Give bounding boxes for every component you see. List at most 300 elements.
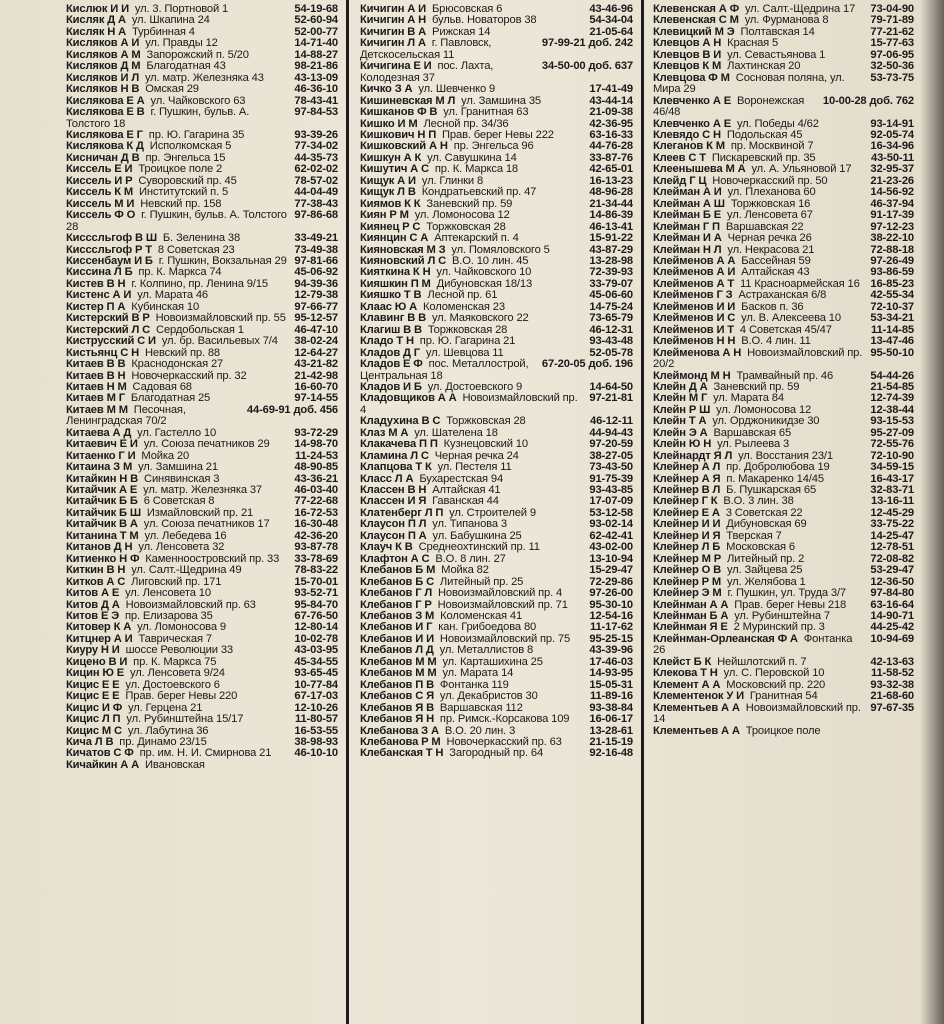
entry-address: ул. А. Ульяновой 17 xyxy=(751,163,852,176)
entry-name: Клейд Г Ц xyxy=(653,174,707,187)
entry-address: ул. Декабристов 30 xyxy=(439,690,538,703)
entry-phone: 38-22-10 xyxy=(870,232,914,245)
entry-address: ул. Восстания 23/1 xyxy=(738,449,833,462)
entry-phone: 73-49-38 xyxy=(294,243,338,256)
entry-address: Троицкое поле xyxy=(745,724,821,737)
entry-name: Китиенко Н Ф xyxy=(66,552,140,565)
entry-name: Кичайкин А А xyxy=(66,758,140,771)
entry-name: Клафтон А С xyxy=(360,552,430,565)
entry-name: Киссенбаум И Б xyxy=(66,254,153,267)
entry-phone: 95-50-10 xyxy=(870,346,914,359)
entry-name: Кицин Ю Е xyxy=(66,667,125,680)
entry-name: Клейнер М Р xyxy=(653,552,722,565)
entry-phone: 14-98-70 xyxy=(294,438,338,451)
entry-name: Кияткина К Н xyxy=(360,266,431,279)
entry-phone: 45-06-92 xyxy=(294,266,338,279)
entry-address: В.О. 3 лин. 38 xyxy=(723,495,794,508)
entry-phone: 67-76-50 xyxy=(294,610,338,623)
entry-phone: 21-42-98 xyxy=(294,369,338,382)
entry-phone: 77-22-68 xyxy=(294,495,338,508)
entry-phone: 73-65-79 xyxy=(589,312,633,325)
entry-address: пр. Добролюбова 19 xyxy=(726,461,830,474)
entry-phone: 44-35-73 xyxy=(294,151,338,164)
entry-phone: 73-43-50 xyxy=(589,461,633,474)
entry-name: Классен В Н xyxy=(360,484,427,497)
entry-phone: 42-55-34 xyxy=(870,289,914,302)
entry-address: пр. К. Маркса 74 xyxy=(138,266,222,279)
entry-name: Кишутич А С xyxy=(360,163,429,176)
entry-phone: 38-02-24 xyxy=(294,335,338,348)
directory-entry xyxy=(360,359,633,382)
entry-name: Кишиневская М Л xyxy=(360,94,456,107)
entry-name: Кладов И Б xyxy=(360,380,422,393)
entry-phone: 44-04-49 xyxy=(294,186,338,199)
entry-name: Кишкун А К xyxy=(360,151,422,164)
entry-phone: 67-17-03 xyxy=(294,690,338,703)
entry-name: Клауч К В xyxy=(360,541,413,554)
entry-address: В.О. 4 лин. 11 xyxy=(741,335,811,348)
entry-name: Клейнардт Я Л xyxy=(653,449,733,462)
entry-address: г. Павловск, Детскосельская 11 xyxy=(360,37,495,61)
entry-name: Клебанов Б С xyxy=(360,575,434,588)
entry-address: ул. С. Перовской 10 xyxy=(723,667,825,680)
entry-name: Клебанская Т Н xyxy=(360,747,444,760)
entry-name: Китаев М М xyxy=(66,403,128,416)
entry-name: Кистер П А xyxy=(66,300,126,313)
entry-address: 4 Советская 45/47 xyxy=(739,323,832,336)
entry-name: Клейнер А Я xyxy=(653,472,721,485)
entry-phone: 72-29-86 xyxy=(589,575,633,588)
entry-address: ул. Рылеева 3 xyxy=(717,438,790,451)
entry-name: Клейнер Г К xyxy=(653,495,718,508)
entry-phone: 16-53-55 xyxy=(294,724,338,737)
entry-address: ул. Некрасова 21 xyxy=(727,243,815,256)
entry-address: Благодатная 25 xyxy=(130,392,211,405)
entry-address: Дибуновская 18/13 xyxy=(436,277,533,290)
entry-phone: 21-05-64 xyxy=(589,25,633,38)
entry-name: Клапцова Т К xyxy=(360,461,432,474)
entry-phone: 53-73-75 xyxy=(870,71,914,84)
entry-name: Клебанов Г Л xyxy=(360,587,433,600)
entry-address: Варшавская 65 xyxy=(713,426,792,439)
entry-name: Клейменов И С xyxy=(653,312,736,325)
entry-phone: 43-39-96 xyxy=(589,644,633,657)
entry-name: Китовер К А xyxy=(66,621,132,634)
entry-phone: 72-39-93 xyxy=(589,266,633,279)
entry-phone: 42-13-63 xyxy=(870,655,914,668)
entry-phone: 16-30-48 xyxy=(294,518,338,531)
entry-address: Басков п. 36 xyxy=(741,300,804,313)
entry-phone: 48-90-85 xyxy=(294,461,338,474)
entry-name: Кистев В Н xyxy=(66,277,126,290)
entry-name: Клебанов И Г xyxy=(360,621,433,634)
entry-phone: 21-09-38 xyxy=(589,106,633,119)
entry-address: ул. Глинки 8 xyxy=(421,174,484,187)
entry-address: пр. Динамо 23/15 xyxy=(119,736,207,748)
entry-name: Китаев Н М xyxy=(66,380,127,393)
entry-address: г. Колпино, пр. Ленина 9/15 xyxy=(131,277,268,290)
entry-phone: 46-37-94 xyxy=(870,197,914,210)
entry-phone: 11-89-16 xyxy=(590,690,633,703)
entry-phone: 52-60-94 xyxy=(294,14,338,27)
entry-name: Кишковский А Н xyxy=(360,140,448,153)
entry-address: 8 Советская 23 xyxy=(157,243,235,256)
entry-address: В.О. 10 лин. 45 xyxy=(451,254,529,267)
entry-address: ул. Орджоникидзе 30 xyxy=(712,415,820,428)
entry-name: Клебанов С Я xyxy=(360,690,434,703)
entry-phone: 14-90-71 xyxy=(870,610,914,623)
entry-name: Киссель И Р xyxy=(66,174,133,187)
directory-entry xyxy=(653,703,914,726)
entry-name: Кичигин В А xyxy=(360,25,427,38)
entry-phone: 48-96-28 xyxy=(589,186,633,199)
directory-entry xyxy=(360,748,633,759)
entry-phone: 44-69-91 доб. 456 xyxy=(246,403,338,416)
entry-address: Омская 29 xyxy=(145,83,199,96)
entry-name: Китайчик Б Ш xyxy=(66,506,141,519)
entry-phone: 11-17-62 xyxy=(590,621,633,634)
entry-name: Кладов Е Ф xyxy=(360,358,423,371)
entry-phone: 45-34-55 xyxy=(294,655,338,668)
entry-name: Китаина З М xyxy=(66,461,133,474)
entry-name: Клебанов П В xyxy=(360,678,434,691)
entry-address: Брюсовская 6 xyxy=(431,4,503,15)
entry-address: Мойка 82 xyxy=(441,564,489,577)
entry-name: Китков А С xyxy=(66,575,126,588)
directory-entry xyxy=(653,96,914,119)
entry-address: Синявинская 3 xyxy=(144,472,220,485)
entry-address: Прав. берег Невы 218 xyxy=(734,598,847,611)
entry-name: Кицено В И xyxy=(66,655,128,668)
entry-phone: 98-21-86 xyxy=(294,60,338,73)
entry-name: Кладухина В С xyxy=(360,415,441,428)
entry-address: ул. Гранитная 63 xyxy=(443,106,529,119)
entry-address: Песочная, Ленинградская 70/2 xyxy=(66,403,189,428)
entry-phone: 97-14-55 xyxy=(294,392,338,405)
entry-address: Новоизмайловский пр. 4 xyxy=(360,392,581,416)
entry-name: Клевцов К М xyxy=(653,60,722,73)
entry-name: Кияновская М З xyxy=(360,243,446,256)
entry-address: Загородный пр. 64 xyxy=(449,747,544,760)
entry-phone: 46-47-10 xyxy=(294,323,338,336)
entry-name: Клейн М Г xyxy=(653,392,708,405)
entry-address: Б. Зеленина 38 xyxy=(162,232,241,245)
entry-address: Черная речка 24 xyxy=(434,449,519,462)
entry-name: Киян Р М xyxy=(360,209,409,222)
entry-phone: 33-49-21 xyxy=(294,232,338,245)
entry-phone: 43-02-00 xyxy=(589,541,633,554)
entry-phone: 93-65-45 xyxy=(294,667,338,680)
entry-phone: 32-95-37 xyxy=(870,163,914,176)
entry-address: Торжковская 28 xyxy=(426,220,506,233)
entry-name: Киуру Н И xyxy=(66,644,120,657)
entry-address: ул. Ломоносова 12 xyxy=(716,403,812,416)
entry-name: Клейнман-Орлеанская Ф А xyxy=(653,632,798,645)
entry-address: ул. Помяловского 5 xyxy=(451,243,550,256)
entry-address: ул. Марата 84 xyxy=(713,392,784,405)
entry-address: ул. Плеханова 60 xyxy=(727,186,816,199)
entry-address: Запорожский п. 5/20 xyxy=(146,48,249,61)
entry-address: Сосновая поляна, ул. Мира 29 xyxy=(653,71,848,96)
entry-phone: 53-29-47 xyxy=(870,564,914,577)
entry-name: Клебанов Я Н xyxy=(360,713,434,726)
entry-address: ул. Севастьянова 1 xyxy=(727,48,826,61)
entry-address: ул. Чайковского 10 xyxy=(436,266,532,279)
entry-name: Клебанов Я В xyxy=(360,701,434,714)
directory-entry xyxy=(360,38,633,61)
entry-name: Клаас Ю А xyxy=(360,300,418,313)
entry-address: ул. Фурманова 8 xyxy=(744,14,829,27)
entry-address: Новочеркасский пр. 50 xyxy=(712,174,828,187)
entry-address: Исполкомская 5 xyxy=(149,140,232,153)
entry-phone: 16-43-17 xyxy=(870,472,914,485)
entry-phone: 43-13-09 xyxy=(294,71,338,84)
directory-column-3 xyxy=(653,4,914,1020)
directory-column-2 xyxy=(360,4,633,1020)
entry-phone: 21-68-60 xyxy=(870,690,914,703)
entry-phone: 72-10-37 xyxy=(870,300,914,313)
entry-name: Кицис Е Е xyxy=(66,678,120,691)
entry-phone: 14-64-50 xyxy=(589,380,633,393)
entry-name: Кицис И Ф xyxy=(66,701,123,714)
entry-phone: 46-12-31 xyxy=(589,323,633,336)
entry-name: Китайчик А Е xyxy=(66,484,138,497)
entry-address: Черная речка 26 xyxy=(727,232,812,245)
entry-address: Фонтанка 119 xyxy=(439,678,509,691)
entry-name: Кисляков А И xyxy=(66,37,140,50)
entry-name: Кияновский Л С xyxy=(360,254,447,267)
entry-address: ул. Чайковского 63 xyxy=(150,94,246,107)
entry-name: Китайчик В А xyxy=(66,518,138,531)
entry-phone: 12-10-26 xyxy=(294,701,338,714)
entry-address: ул. Ленсовета 10 xyxy=(125,587,211,600)
entry-name: Кисляк Н А xyxy=(66,25,127,38)
entry-address: ул. Союза печатников 17 xyxy=(143,518,270,531)
entry-address: В.О. 8 лин. 27 xyxy=(435,552,506,565)
entry-name: Китайкин Н В xyxy=(66,472,139,485)
entry-phone: 10-94-69 xyxy=(870,632,914,645)
entry-name: Клейнер И И xyxy=(653,518,721,531)
entry-address: Новоизмайловский пр. 71 xyxy=(437,598,568,611)
entry-address: пр. Елизарова 35 xyxy=(124,610,213,623)
entry-name: Клементьев А А xyxy=(653,724,740,737)
entry-phone: 15-05-31 xyxy=(589,678,633,691)
entry-phone: 16-85-23 xyxy=(870,277,914,290)
entry-phone: 12-36-50 xyxy=(870,575,914,588)
entry-phone: 14-71-40 xyxy=(294,37,338,50)
entry-name: Клейменова А Н xyxy=(653,346,742,359)
entry-name: Клейменов И И xyxy=(653,300,736,313)
entry-address: пр. Римск.-Корсакова 109 xyxy=(439,713,570,726)
entry-name: Клейман А И xyxy=(653,186,722,199)
entry-address: ул. Ленсовета 9/24 xyxy=(130,667,225,680)
entry-name: Клеев С Т xyxy=(653,151,706,164)
entry-phone: 14-86-39 xyxy=(589,209,633,222)
entry-address: Каменноостровский пр. 33 xyxy=(145,552,280,565)
entry-address: ул. Лабутина 36 xyxy=(127,724,209,737)
entry-phone: 43-21-82 xyxy=(294,358,338,371)
entry-name: Кишкович Н П xyxy=(360,128,437,141)
entry-phone: 97-06-95 xyxy=(870,48,914,61)
entry-phone: 15-91-22 xyxy=(589,232,633,245)
entry-name: Клавинг В В xyxy=(360,312,427,325)
entry-address: ул. матр. Железняка 43 xyxy=(144,71,264,84)
entry-phone: 97-26-00 xyxy=(589,587,633,600)
entry-name: Кисляков Н В xyxy=(66,83,140,96)
entry-name: Китаев М Г xyxy=(66,392,125,405)
entry-name: Кистерский В Р xyxy=(66,312,150,325)
entry-address: Сердобольская 1 xyxy=(156,323,244,336)
entry-name: Клаусон П А xyxy=(360,529,427,542)
entry-name: Китов Е Э xyxy=(66,610,120,623)
entry-phone: 77-38-43 xyxy=(294,197,338,210)
entry-address: пр. Ю. Гагарина 21 xyxy=(419,335,516,348)
entry-phone: 93-43-48 xyxy=(589,335,633,348)
entry-name: Китов Д А xyxy=(66,598,120,611)
entry-phone: 45-06-60 xyxy=(589,289,633,302)
entry-address: Бассейная 59 xyxy=(741,254,811,267)
entry-address: ул. Шевченко 9 xyxy=(418,83,496,96)
entry-phone: 91-75-39 xyxy=(589,472,633,485)
entry-phone: 17-07-09 xyxy=(589,495,633,508)
entry-phone: 46-12-11 xyxy=(590,415,633,428)
entry-phone: 12-78-51 xyxy=(870,541,914,554)
directory-entry xyxy=(653,726,914,737)
entry-phone: 13-28-61 xyxy=(589,724,633,737)
entry-address: ул. Савушкина 14 xyxy=(427,151,517,164)
entry-name: Клейн Ю Н xyxy=(653,438,712,451)
entry-address: Кондратьевский пр. 47 xyxy=(421,186,537,199)
entry-address: Прав. берег Невы 222 xyxy=(442,128,554,141)
entry-address: г. Пушкин, ул. Труда 3/7 xyxy=(727,587,846,600)
entry-address: В.О. 20 лин. 3 xyxy=(444,724,516,737)
entry-address: ул. Шевцова 11 xyxy=(425,346,504,359)
entry-phone: 54-34-04 xyxy=(589,14,633,27)
entry-phone: 38-98-93 xyxy=(294,736,338,748)
directory-entry xyxy=(66,107,338,130)
entry-phone: 97-86-68 xyxy=(294,209,338,222)
entry-phone: 46-13-41 xyxy=(589,220,633,233)
entry-address: Алтайская 41 xyxy=(432,484,501,497)
entry-address: Литейный пр. 25 xyxy=(439,575,524,588)
entry-phone: 97-20-59 xyxy=(589,438,633,451)
entry-phone: 14-88-27 xyxy=(294,48,338,61)
entry-phone: 34-59-15 xyxy=(870,461,914,474)
entry-address: ул. Союза печатников 29 xyxy=(143,438,270,451)
entry-phone: 33-75-22 xyxy=(870,518,914,531)
entry-address: Коломенская 23 xyxy=(423,300,505,313)
entry-address: Краснодонская 27 xyxy=(131,358,224,371)
entry-address: Московская 6 xyxy=(726,541,795,554)
entry-phone: 10-02-78 xyxy=(294,632,338,645)
entry-name: Клейменов Н Н xyxy=(653,335,736,348)
entry-name: Клебанов Г Р xyxy=(360,598,432,611)
entry-name: Клейнман Б А xyxy=(653,610,729,623)
entry-address: Кузнецовский 10 xyxy=(443,438,528,451)
entry-name: Кицис Л П xyxy=(66,713,121,726)
entry-address: Гаванская 44 xyxy=(432,495,499,508)
entry-name: Кисляк Д А xyxy=(66,14,126,27)
entry-name: Клеганов К М xyxy=(653,140,725,153)
entry-phone: 52-00-77 xyxy=(294,25,338,38)
entry-address: Нейшлотский п. 7 xyxy=(717,655,807,668)
entry-address: 3 Советская 22 xyxy=(725,506,803,519)
entry-address: Подольская 45 xyxy=(726,128,803,141)
entry-address: г. Пушкин, бульв. А. Толстого 18 xyxy=(66,106,253,130)
entry-address: 2 Муринский пр. 3 xyxy=(733,621,825,634)
entry-name: Клейнман Я Е xyxy=(653,621,728,634)
entry-name: Клебанов И И xyxy=(360,632,434,645)
entry-address: ул. Рубинштейна 15/17 xyxy=(126,713,244,726)
entry-name: Кищук Л В xyxy=(360,186,416,199)
entry-name: Клейнер Э М xyxy=(653,587,722,600)
entry-phone: 62-02-02 xyxy=(294,163,338,176)
entry-phone: 44-76-28 xyxy=(589,140,633,153)
entry-phone: 17-41-49 xyxy=(589,83,633,96)
entry-address: Литейный пр. 2 xyxy=(726,552,805,565)
entry-address: ул. В. Алексеева 10 xyxy=(741,312,841,325)
entry-name: Китаевич Е И xyxy=(66,438,138,451)
entry-name: Кислюк И И xyxy=(66,4,129,15)
entry-address: пр. Москвиной 7 xyxy=(730,140,814,153)
entry-address: ул. Шкапина 24 xyxy=(131,14,210,27)
directory-entry xyxy=(66,210,338,233)
entry-name: Клейн Э А xyxy=(653,426,708,439)
entry-phone: 46-03-40 xyxy=(294,484,338,497)
entry-address: ул. бр. Васильевых 7/4 xyxy=(161,335,278,348)
entry-address: Фонтанка 26 xyxy=(653,632,856,657)
entry-phone: 97-99-21 доб. 242 xyxy=(541,37,633,50)
entry-name: Клевцов В И xyxy=(653,48,722,61)
entry-phone: 92-05-74 xyxy=(870,128,914,141)
entry-name: Кисляков А М xyxy=(66,48,141,61)
entry-address: Алтайская 43 xyxy=(741,266,810,279)
entry-phone: 93-87-78 xyxy=(294,541,338,554)
entry-name: Клейнман А А xyxy=(653,598,729,611)
entry-name: Клейман А Ш xyxy=(653,197,725,210)
directory-entry xyxy=(360,393,633,416)
entry-address: ул. Металлистов 8 xyxy=(439,644,534,657)
entry-address: Пискаревский пр. 35 xyxy=(711,151,816,164)
entry-address: ул. Шателена 18 xyxy=(414,426,498,439)
entry-phone: 97-84-80 xyxy=(870,587,914,600)
entry-phone: 16-60-70 xyxy=(294,380,338,393)
entry-address: Бухарестская 94 xyxy=(419,472,504,485)
entry-phone: 93-52-71 xyxy=(294,587,338,600)
entry-name: Клейнер Е А xyxy=(653,506,720,519)
entry-address: ул. Карташихина 25 xyxy=(442,655,543,668)
entry-address: ул. Гастелло 10 xyxy=(137,426,217,439)
entry-phone: 11-58-52 xyxy=(871,667,914,680)
entry-address: пос. Лахта, Колодезная 37 xyxy=(360,60,497,84)
entry-address: ул. Достоевского 6 xyxy=(125,678,220,691)
entry-phone: 78-83-22 xyxy=(294,564,338,577)
entry-address: Кубинская 10 xyxy=(131,300,200,313)
entry-name: Кистенс А И xyxy=(66,289,132,302)
entry-address: ул. 3. Портновой 1 xyxy=(134,4,229,15)
entry-phone: 12-80-14 xyxy=(294,621,338,634)
entry-phone: 42-36-20 xyxy=(294,529,338,542)
entry-address: ул. Строителей 9 xyxy=(449,506,536,519)
entry-phone: 10-77-84 xyxy=(294,678,338,691)
entry-address: ул. Зайцева 25 xyxy=(726,564,803,577)
entry-name: Китаенко Г И xyxy=(66,449,136,462)
entry-address: Аптекарский п. 4 xyxy=(434,232,519,245)
entry-name: Китаева А Д xyxy=(66,426,132,439)
entry-phone: 93-15-53 xyxy=(870,415,914,428)
entry-name: Клейн Р Ш xyxy=(653,403,711,416)
entry-address: Турбинная 4 xyxy=(131,25,195,38)
